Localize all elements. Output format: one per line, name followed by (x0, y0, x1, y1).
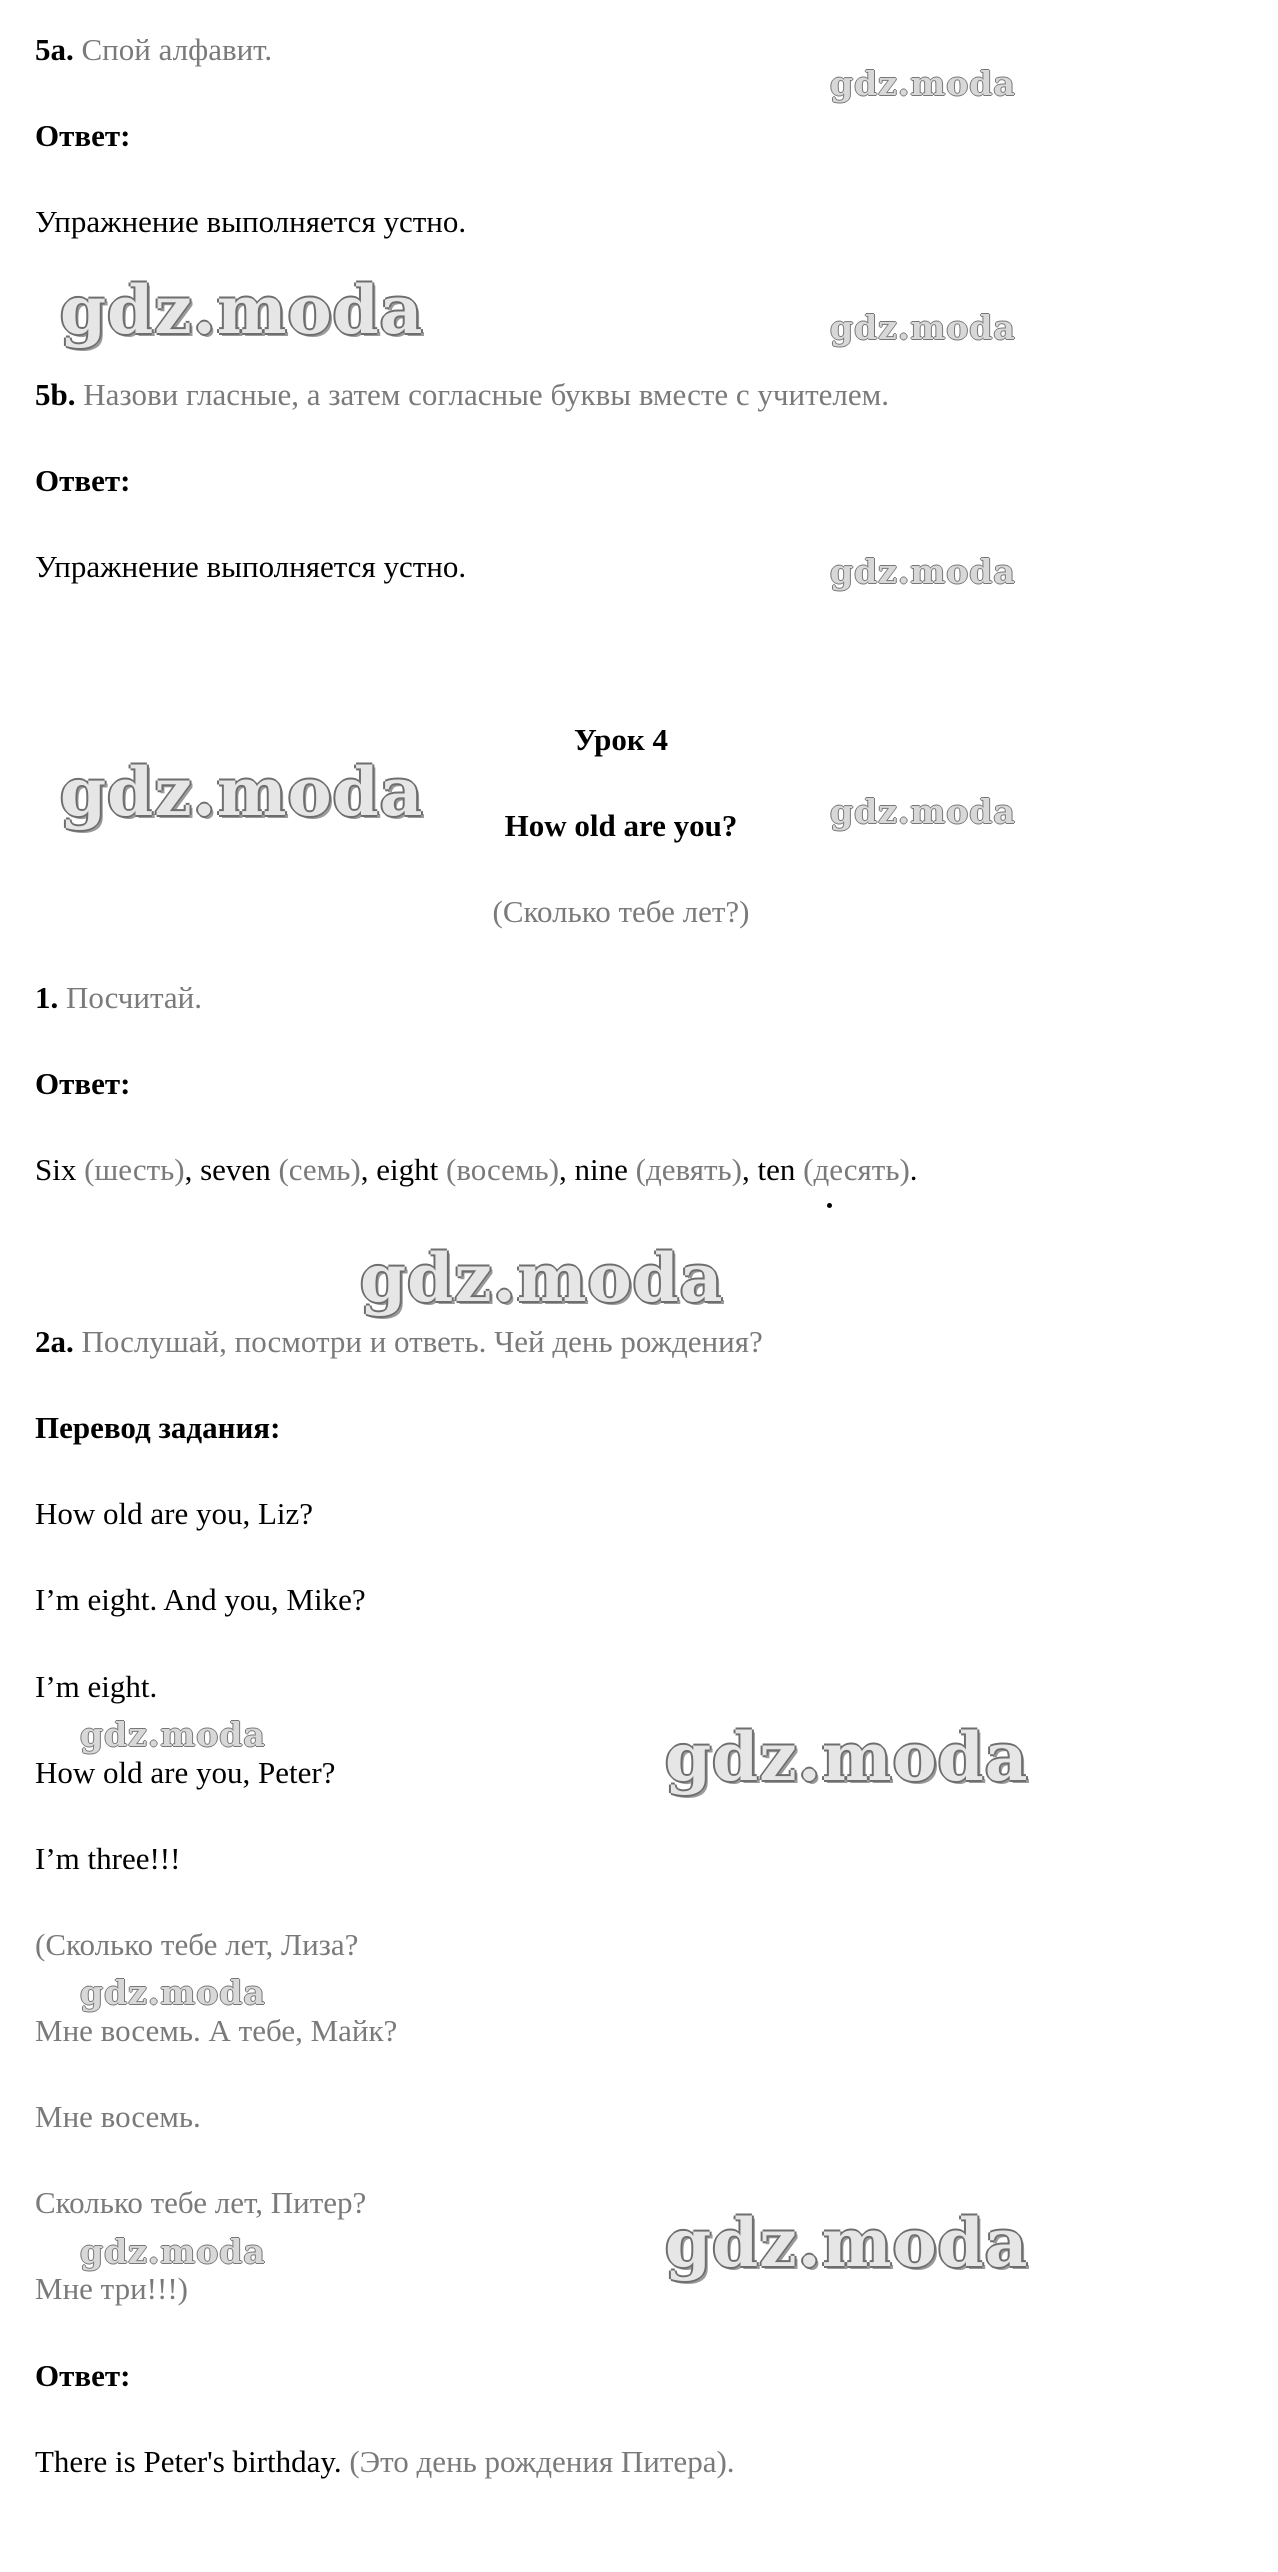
stray-dot (827, 1203, 832, 1208)
exercise-text: Посчитай. (66, 980, 203, 1015)
answer-ru: (девять) (627, 1152, 742, 1187)
translation-label: Перевод задания: (35, 1410, 281, 1445)
dialog-line-en: I’m three!!! (35, 1841, 181, 1876)
lesson-subtitle: How old are you? (504, 808, 738, 843)
watermark-logo: gdz.moda (80, 2232, 266, 2271)
answer-label: Ответ: (35, 1066, 131, 1101)
exercise-text: Послушай, посмотри и ответь. Чей день рождения? (81, 1324, 763, 1359)
answer-ru: (десять) (795, 1152, 910, 1187)
dialog-line-en: I’m eight. And you, Mike? (35, 1582, 366, 1617)
dialog-line-ru: Мне восемь. А тебе, Майк? (35, 2013, 398, 2048)
dialog-line-ru: Сколько тебе лет, Питер? (35, 2185, 367, 2220)
watermark-logo: gdz.moda (830, 792, 1016, 831)
answer-label: Ответ: (35, 463, 131, 498)
watermark-logo: gdz.moda (80, 1973, 266, 2012)
answer-text (35, 2442, 735, 2482)
exercise-number: 1. (35, 980, 59, 1015)
answer-label: Ответ: (35, 118, 131, 153)
exercise-5b-task (35, 375, 889, 415)
dialog-line-en: How old are you, Peter? (35, 1755, 336, 1790)
lesson-translation: (Сколько тебе лет?) (492, 894, 750, 929)
dialog-line-ru: Мне три!!!) (35, 2271, 188, 2306)
exercise-text: Спой алфавит. (81, 32, 273, 67)
dialog-line-en: How old are you, Liz? (35, 1496, 314, 1531)
answer-en: , seven (184, 1152, 271, 1187)
answer-ru: (восемь) (438, 1152, 560, 1187)
watermark-logo: gdz.moda (60, 753, 424, 831)
dialog-line-ru: (Сколько тебе лет, Лиза? (35, 1927, 359, 1962)
watermark-logo: gdz.moda (80, 1715, 266, 1754)
answer-label: Ответ: (35, 2358, 131, 2393)
answer-text: Упражнение выполняется устно. (35, 549, 467, 584)
answer-en: , ten (742, 1152, 796, 1187)
watermark-logo: gdz.moda (665, 2204, 1029, 2282)
answer-text: Упражнение выполняется устно. (35, 204, 467, 239)
watermark-logo: gdz.moda (360, 1239, 724, 1317)
answer-en: , nine (559, 1152, 628, 1187)
watermark-logo: gdz.moda (830, 64, 1016, 103)
exercise-text: Назови гласные, а затем согласные буквы вместе с учителем. (83, 377, 889, 412)
answer-ru: (семь) (270, 1152, 361, 1187)
answer-en: , eight (360, 1152, 439, 1187)
answer-en: There is Peter's birthday. (35, 2444, 342, 2479)
watermark-logo: gdz.moda (665, 1718, 1029, 1796)
answer-ru: (Это день рождения Питера). (341, 2444, 735, 2479)
answer-text (35, 1150, 918, 1190)
answer-en: . (909, 1152, 918, 1187)
exercise-5a-task (35, 30, 272, 70)
exercise-number: 5a. (35, 32, 74, 67)
watermark-logo: gdz.moda (830, 308, 1016, 347)
exercise-number: 2a. (35, 1324, 74, 1359)
answer-ru: (шесть) (76, 1152, 185, 1187)
answer-en: Six (35, 1152, 77, 1187)
exercise-2a-task (35, 1322, 763, 1362)
exercise-1-task (35, 978, 202, 1018)
dialog-line-en: I’m eight. (35, 1669, 158, 1704)
lesson-title: Урок 4 (573, 722, 669, 757)
watermark-logo: gdz.moda (830, 552, 1016, 591)
dialog-line-ru: Мне восемь. (35, 2099, 201, 2134)
watermark-logo: gdz.moda (60, 271, 424, 349)
exercise-number: 5b. (35, 377, 76, 412)
